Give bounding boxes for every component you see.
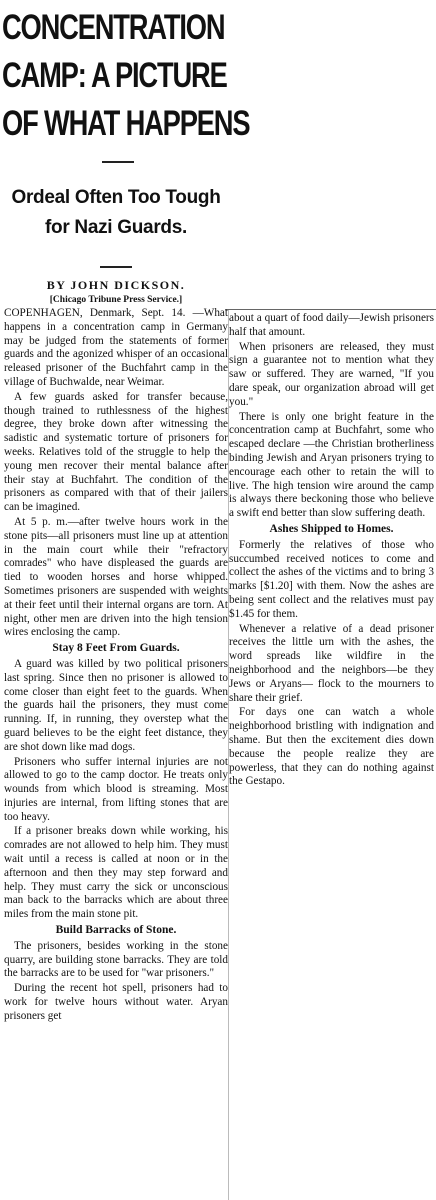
headline: [2, 4, 250, 148]
article-column-2: [229, 312, 434, 790]
paragraph-dateline: COPENHAGEN, Denmark, Sept. 14. —What happens in a concentration camp in Germany may be judged from the statements of former guards and the agonized whisper of an occasional released prisoner of the Buchfahrt camp in the village of Buchwalde, near Weimar.: [4, 307, 228, 388]
paragraph: A few guards asked for transfer because, though trained to ruthlessness of the highest degree, they broke down after witnessing the sadistic and systematic torture of prisoners for weeks. Relatives told of the struggle to help the young men recover their mental balance after their stay at Buchfahrt. The condition of the prisoners as compared with that of their jailers can be imagined.: [4, 390, 228, 514]
section-heading: Stay 8 Feet From Guards.: [52, 642, 180, 655]
paragraph: During the recent hot spell, prisoners had to work for twelve hours without water. Aryan prisoners get: [4, 982, 228, 1022]
article-column-1: [4, 307, 228, 1025]
paragraph: There is only one bright feature in the concentration camp at Buchfahrt, some who escaped declare —the Christian brotherliness binding Jewish and Aryan prisoners trying to encourage each other to retain the will to live. The high tension wire around the camp is always there beckoning those who believe a swift end better than slow suffering death.: [229, 410, 434, 520]
subheadline-line-2: for Nazi Guards.: [45, 217, 187, 238]
paragraph: A guard was killed by two political prisoners last spring. Since then no prisoner is allowed to come closer than eight feet to the guards. When the guards hail the prisoners, they must come running. If, in running, they overstep what the guard believes to be the eight feet distance, they are shot down like mad dogs.: [4, 657, 228, 753]
paragraph: Formerly the relatives of those who succumbed received notices to come and collect the ashes of the victims and to bring 3 marks [$1.20] with them. Now the ashes are being sent collect and the relatives must pay $1.45 for them.: [229, 538, 434, 620]
paragraph: Whenever a relative of a dead prisoner receives the little urn with the ashes, the word spreads like wildfire in the neighborhood and the neighbors—be they Jews or Aryans— flock to the mourners to share their grief.: [229, 622, 434, 704]
headline-line-3: OF WHAT HAPPENS: [2, 104, 250, 143]
headline-line-1: CONCENTRATION: [2, 8, 225, 47]
paragraph: When prisoners are released, they must sign a guarantee not to mention what they saw or suffered. They are warned, "If you dare speak, our organization abroad will get you.": [229, 340, 434, 408]
subheadline: [0, 183, 232, 243]
paragraph: If a prisoner breaks down while working, his comrades are not allowed to help him. They must wait until a recess is called at noon or in the afternoon and then they may step forward and help. They must carry the sick or unconscious man back to the barracks which are about three miles from the main stone pit.: [4, 825, 228, 921]
paragraph: Prisoners who suffer internal injuries are not allowed to go to the camp doctor. He treats only wounds from which blood is streaming. Most injuries are internal, from lifting stones that are too heavy.: [4, 755, 228, 823]
paragraph: The prisoners, besides working in the stone quarry, are building stone barracks. They are told the barracks are to be used for "war prisoners.": [4, 939, 228, 980]
subheadline-line-1: Ordeal Often Too Tough: [11, 187, 221, 208]
paragraph: At 5 p. m.—after twelve hours work in the stone pits—all prisoners must line up at attention in the main court while their "refractory comrades" who have displeased the guards are tied to wooden horses and horse whipped. Sometimes prisoners are suspended with weights at their feet until their internal organs are torn. At night, other men are driven into the high tension wires enclosing the camp.: [4, 515, 228, 639]
subhead-divider: [100, 266, 132, 268]
headline-divider: [102, 161, 134, 163]
section-heading: Build Barracks of Stone.: [55, 924, 177, 937]
column-top-rule: [225, 309, 436, 310]
paragraph: For days one can watch a whole neighborhood bristling with indignation and shame. But then the excitement dies down because the people realize they are powerless, that they can do nothing against the Gestapo.: [229, 706, 434, 788]
press-service-credit: [Chicago Tribune Press Service.]: [49, 295, 183, 305]
section-heading: Ashes Shipped to Homes.: [269, 522, 394, 535]
paragraph-continued: about a quart of food daily—Jewish prisoners half that amount.: [229, 312, 434, 338]
headline-line-2: CAMP: A PICTURE: [2, 56, 227, 95]
byline: BY JOHN DICKSON.: [46, 278, 186, 292]
